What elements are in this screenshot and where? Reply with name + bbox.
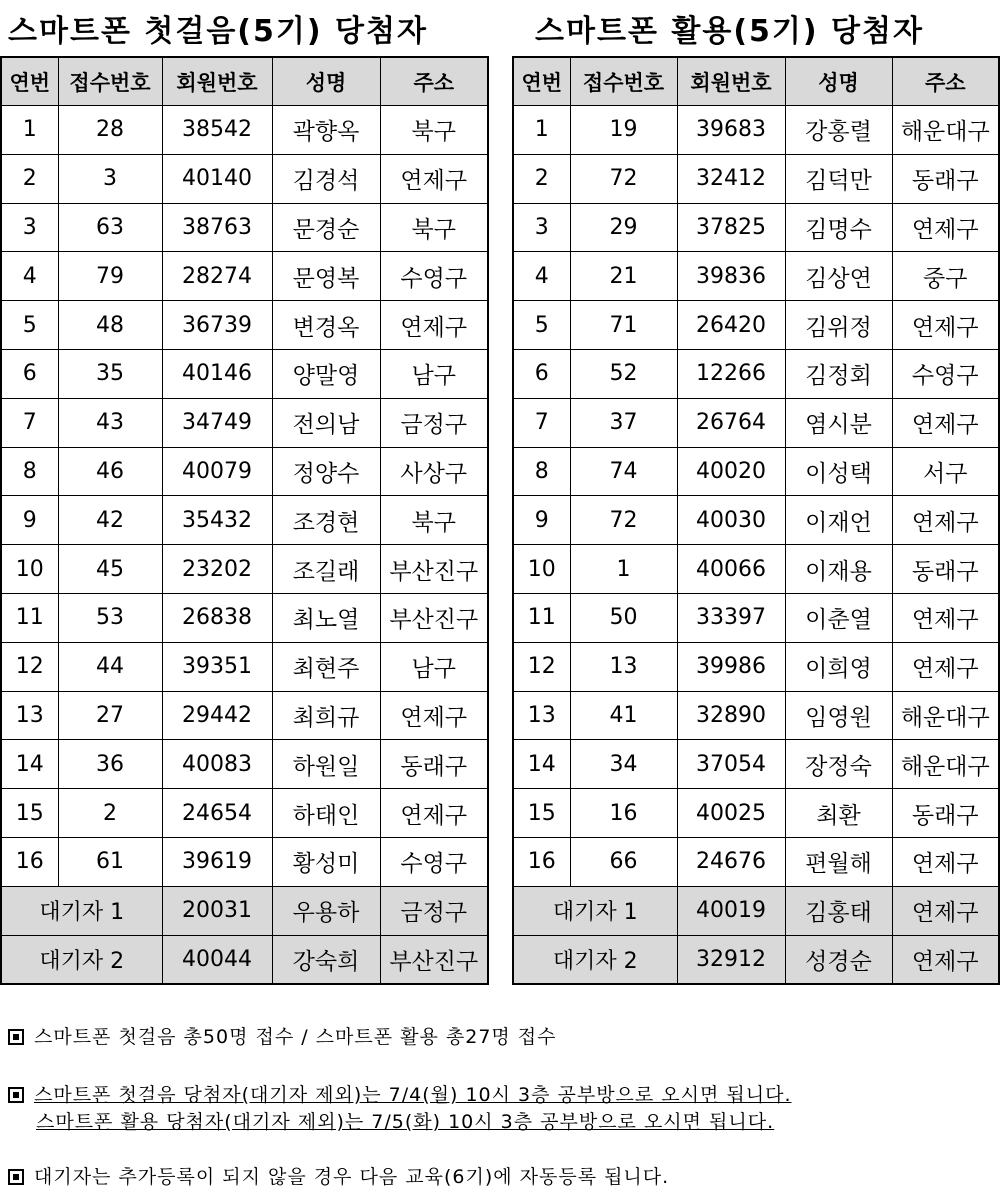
table-row	[513, 496, 999, 545]
col-name-cell: 전의남	[272, 398, 380, 447]
col-name-cell: 우용하	[272, 886, 380, 935]
col-receipt-no-cell: 28	[58, 106, 162, 155]
col-receipt-no-cell: 48	[58, 301, 162, 350]
col-index-cell: 8	[1, 447, 58, 496]
col-name-cell: 이성택	[785, 447, 892, 496]
col-index-cell: 9	[513, 496, 570, 545]
waitlist-row	[1, 935, 488, 984]
table-row	[1, 496, 488, 545]
col-name-cell: 임영원	[785, 691, 892, 740]
col-address-cell: 부산진구	[380, 593, 488, 642]
col-index-cell: 13	[513, 691, 570, 740]
col-address-cell: 연제구	[380, 301, 488, 350]
col-receipt-no-cell: 46	[58, 447, 162, 496]
col-member-no-cell: 40146	[162, 349, 272, 398]
table-row	[513, 740, 999, 789]
col-index-cell: 14	[1, 740, 58, 789]
col-name-cell: 곽향옥	[272, 106, 380, 155]
col-address-cell: 북구	[380, 203, 488, 252]
note-waitlist	[8, 1162, 669, 1189]
col-member-no-cell: 35432	[162, 496, 272, 545]
col-address-cell: 연제구	[892, 398, 999, 447]
col-name-cell: 양말영	[272, 349, 380, 398]
col-member-no-cell: 29442	[162, 691, 272, 740]
col-index-cell: 15	[1, 789, 58, 838]
col-member-no-cell: 40019	[677, 886, 785, 935]
col-receipt-no-cell: 29	[570, 203, 677, 252]
col-receipt-no-cell: 74	[570, 447, 677, 496]
square-bullet-icon	[8, 1169, 24, 1185]
table-row	[1, 691, 488, 740]
col-address-cell: 금정구	[380, 886, 488, 935]
col-member-no-cell: 40030	[677, 496, 785, 545]
table-row	[1, 203, 488, 252]
col-name-cell: 하태인	[272, 789, 380, 838]
table-header-row	[1, 57, 488, 106]
col-index-cell: 16	[1, 837, 58, 886]
col-receipt-no-cell: 41	[570, 691, 677, 740]
col-name-cell: 장정숙	[785, 740, 892, 789]
col-name-cell: 김정회	[785, 349, 892, 398]
col-name-cell: 최환	[785, 789, 892, 838]
note-text: 스마트폰 활용 당첨자(대기자 제외)는 7/5(화) 10시 3층 공부방으로 오시면 됩니다.	[36, 1111, 775, 1133]
col-name-cell: 문영복	[272, 252, 380, 301]
col-address-cell: 남구	[380, 642, 488, 691]
col-index-cell: 5	[513, 301, 570, 350]
table-row	[513, 545, 999, 594]
col-address-cell: 해운대구	[892, 691, 999, 740]
left-table-title: 스마트폰 첫걸음(5기) 당첨자	[8, 14, 428, 49]
waitlist-row	[513, 886, 999, 935]
table-row	[513, 203, 999, 252]
col-name-cell: 최노열	[272, 593, 380, 642]
note-text: 대기자는 추가등록이 되지 않을 경우 다음 교육(6기)에 자동등록 됩니다.	[34, 1166, 670, 1188]
col-name-cell: 최현주	[272, 642, 380, 691]
col-index-cell: 6	[1, 349, 58, 398]
col-name-cell: 강홍렬	[785, 106, 892, 155]
col-address-cell: 북구	[380, 106, 488, 155]
col-member-no-cell: 20031	[162, 886, 272, 935]
col-member-no-cell: 40020	[677, 447, 785, 496]
col-member-no-cell: 34749	[162, 398, 272, 447]
col-member-no-cell: 40079	[162, 447, 272, 496]
note-schedule	[8, 1080, 792, 1107]
col-name-cell: 변경옥	[272, 301, 380, 350]
waitlist-label-cell: 대기자 1	[1, 886, 162, 935]
col-receipt-no-cell: 52	[570, 349, 677, 398]
table-row	[513, 837, 999, 886]
col-name-cell: 염시분	[785, 398, 892, 447]
col-receipt-no-header: 접수번호	[570, 57, 677, 106]
col-receipt-no-cell: 71	[570, 301, 677, 350]
col-member-no-cell: 39836	[677, 252, 785, 301]
col-member-no-cell: 26420	[677, 301, 785, 350]
col-receipt-no-cell: 43	[58, 398, 162, 447]
col-index-cell: 4	[1, 252, 58, 301]
col-member-no-cell: 24676	[677, 837, 785, 886]
col-receipt-no-cell: 19	[570, 106, 677, 155]
col-receipt-no-cell: 2	[58, 789, 162, 838]
col-index-cell: 2	[513, 154, 570, 203]
col-receipt-no-cell: 37	[570, 398, 677, 447]
col-receipt-no-cell: 72	[570, 496, 677, 545]
col-address-cell: 동래구	[892, 545, 999, 594]
col-address-cell: 연제구	[892, 203, 999, 252]
col-receipt-no-cell: 27	[58, 691, 162, 740]
col-name-cell: 편월해	[785, 837, 892, 886]
col-receipt-no-cell: 50	[570, 593, 677, 642]
col-address-cell: 동래구	[892, 789, 999, 838]
col-index-header: 연번	[513, 57, 570, 106]
col-index-cell: 3	[1, 203, 58, 252]
col-address-header: 주소	[892, 57, 999, 106]
col-receipt-no-cell: 79	[58, 252, 162, 301]
note-text: 스마트폰 첫걸음 당첨자(대기자 제외)는 7/4(월) 10시 3층 공부방으로 오시면 됩니다.	[34, 1084, 792, 1106]
col-address-cell: 연제구	[892, 642, 999, 691]
col-address-cell: 해운대구	[892, 740, 999, 789]
table-row	[1, 301, 488, 350]
col-index-header: 연번	[1, 57, 58, 106]
col-member-no-cell: 38763	[162, 203, 272, 252]
col-index-cell: 10	[513, 545, 570, 594]
col-member-no-cell: 39986	[677, 642, 785, 691]
col-member-no-cell: 33397	[677, 593, 785, 642]
col-name-cell: 이재언	[785, 496, 892, 545]
col-address-cell: 연제구	[892, 837, 999, 886]
note-schedule-line2	[36, 1107, 774, 1134]
col-address-cell: 해운대구	[892, 106, 999, 155]
col-address-cell: 북구	[380, 496, 488, 545]
col-index-cell: 10	[1, 545, 58, 594]
col-member-no-cell: 38542	[162, 106, 272, 155]
table-row	[1, 398, 488, 447]
col-index-cell: 1	[1, 106, 58, 155]
col-member-no-cell: 23202	[162, 545, 272, 594]
col-name-cell: 최희규	[272, 691, 380, 740]
table-row	[513, 691, 999, 740]
col-name-cell: 김위정	[785, 301, 892, 350]
col-index-cell: 2	[1, 154, 58, 203]
col-receipt-no-cell: 34	[570, 740, 677, 789]
col-receipt-no-cell: 45	[58, 545, 162, 594]
table-row	[1, 252, 488, 301]
table-row	[1, 740, 488, 789]
table-row	[513, 398, 999, 447]
col-address-cell: 연제구	[892, 935, 999, 984]
col-member-no-cell: 40083	[162, 740, 272, 789]
col-address-cell: 금정구	[380, 398, 488, 447]
table-row	[1, 154, 488, 203]
col-index-cell: 15	[513, 789, 570, 838]
col-index-cell: 7	[513, 398, 570, 447]
col-member-no-cell: 24654	[162, 789, 272, 838]
table-row	[1, 837, 488, 886]
col-receipt-no-cell: 72	[570, 154, 677, 203]
col-address-cell: 중구	[892, 252, 999, 301]
col-member-no-cell: 32412	[677, 154, 785, 203]
table-row	[1, 106, 488, 155]
col-address-cell: 연제구	[380, 691, 488, 740]
col-name-cell: 문경순	[272, 203, 380, 252]
table-row	[513, 593, 999, 642]
col-member-no-cell: 39351	[162, 642, 272, 691]
col-address-cell: 부산진구	[380, 935, 488, 984]
col-index-cell: 8	[513, 447, 570, 496]
col-address-cell: 연제구	[892, 593, 999, 642]
col-receipt-no-header: 접수번호	[58, 57, 162, 106]
col-name-cell: 하원일	[272, 740, 380, 789]
col-address-cell: 연제구	[892, 301, 999, 350]
col-member-no-cell: 39619	[162, 837, 272, 886]
note-text: 스마트폰 첫걸음 총50명 접수 / 스마트폰 활용 총27명 접수	[34, 1026, 557, 1048]
col-receipt-no-cell: 63	[58, 203, 162, 252]
col-index-cell: 1	[513, 106, 570, 155]
table-row	[513, 301, 999, 350]
left-winners-table	[0, 56, 489, 985]
table-row	[1, 642, 488, 691]
col-member-no-cell: 40044	[162, 935, 272, 984]
col-receipt-no-cell: 53	[58, 593, 162, 642]
table-row	[513, 789, 999, 838]
col-name-cell: 조경현	[272, 496, 380, 545]
table-row	[1, 789, 488, 838]
col-receipt-no-cell: 42	[58, 496, 162, 545]
col-index-cell: 16	[513, 837, 570, 886]
col-name-cell: 이희영	[785, 642, 892, 691]
col-name-cell: 성경순	[785, 935, 892, 984]
col-receipt-no-cell: 61	[58, 837, 162, 886]
table-row	[513, 447, 999, 496]
col-receipt-no-cell: 36	[58, 740, 162, 789]
waitlist-row	[1, 886, 488, 935]
col-member-no-header: 회원번호	[677, 57, 785, 106]
col-member-no-cell: 40066	[677, 545, 785, 594]
col-receipt-no-cell: 35	[58, 349, 162, 398]
col-member-no-cell: 36739	[162, 301, 272, 350]
col-receipt-no-cell: 21	[570, 252, 677, 301]
col-name-cell: 김명수	[785, 203, 892, 252]
col-receipt-no-cell: 13	[570, 642, 677, 691]
right-winners-table	[512, 56, 1000, 985]
col-address-cell: 수영구	[380, 837, 488, 886]
waitlist-label-cell: 대기자 1	[513, 886, 677, 935]
col-receipt-no-cell: 66	[570, 837, 677, 886]
col-address-cell: 동래구	[892, 154, 999, 203]
col-index-cell: 11	[1, 593, 58, 642]
col-name-cell: 조길래	[272, 545, 380, 594]
col-index-cell: 3	[513, 203, 570, 252]
col-index-cell: 4	[513, 252, 570, 301]
col-name-cell: 황성미	[272, 837, 380, 886]
col-receipt-no-cell: 16	[570, 789, 677, 838]
col-member-no-cell: 26764	[677, 398, 785, 447]
col-receipt-no-cell: 3	[58, 154, 162, 203]
col-name-cell: 김덕만	[785, 154, 892, 203]
col-member-no-cell: 32912	[677, 935, 785, 984]
table-row	[513, 154, 999, 203]
col-member-no-cell: 28274	[162, 252, 272, 301]
square-bullet-icon	[8, 1087, 24, 1103]
table-row	[1, 349, 488, 398]
col-address-header: 주소	[380, 57, 488, 106]
col-member-no-header: 회원번호	[162, 57, 272, 106]
note-registration-count	[8, 1022, 557, 1049]
col-index-cell: 14	[513, 740, 570, 789]
col-receipt-no-cell: 44	[58, 642, 162, 691]
col-index-cell: 7	[1, 398, 58, 447]
table-header-row	[513, 57, 999, 106]
col-index-cell: 12	[1, 642, 58, 691]
col-index-cell: 11	[513, 593, 570, 642]
col-receipt-no-cell: 1	[570, 545, 677, 594]
table-row	[1, 593, 488, 642]
col-member-no-cell: 39683	[677, 106, 785, 155]
col-member-no-cell: 26838	[162, 593, 272, 642]
col-name-cell: 강숙희	[272, 935, 380, 984]
col-address-cell: 수영구	[380, 252, 488, 301]
col-member-no-cell: 37825	[677, 203, 785, 252]
col-name-cell: 정양수	[272, 447, 380, 496]
table-row	[513, 349, 999, 398]
col-name-cell: 김경석	[272, 154, 380, 203]
col-index-cell: 5	[1, 301, 58, 350]
col-member-no-cell: 12266	[677, 349, 785, 398]
col-member-no-cell: 40140	[162, 154, 272, 203]
table-row	[513, 106, 999, 155]
col-member-no-cell: 40025	[677, 789, 785, 838]
right-table-title: 스마트폰 활용(5기) 당첨자	[535, 14, 924, 49]
col-address-cell: 연제구	[892, 496, 999, 545]
col-address-cell: 부산진구	[380, 545, 488, 594]
col-index-cell: 9	[1, 496, 58, 545]
col-index-cell: 13	[1, 691, 58, 740]
col-index-cell: 12	[513, 642, 570, 691]
square-bullet-icon	[8, 1029, 24, 1045]
col-index-cell: 6	[513, 349, 570, 398]
waitlist-label-cell: 대기자 2	[1, 935, 162, 984]
col-name-cell: 김상연	[785, 252, 892, 301]
col-member-no-cell: 37054	[677, 740, 785, 789]
waitlist-label-cell: 대기자 2	[513, 935, 677, 984]
col-member-no-cell: 32890	[677, 691, 785, 740]
col-address-cell: 수영구	[892, 349, 999, 398]
col-address-cell: 연제구	[380, 789, 488, 838]
col-name-cell: 이춘열	[785, 593, 892, 642]
col-name-header: 성명	[785, 57, 892, 106]
col-address-cell: 연제구	[380, 154, 488, 203]
col-name-header: 성명	[272, 57, 380, 106]
col-address-cell: 남구	[380, 349, 488, 398]
waitlist-row	[513, 935, 999, 984]
table-row	[513, 252, 999, 301]
col-address-cell: 동래구	[380, 740, 488, 789]
col-address-cell: 연제구	[892, 886, 999, 935]
col-address-cell: 서구	[892, 447, 999, 496]
col-name-cell: 이재용	[785, 545, 892, 594]
table-row	[513, 642, 999, 691]
table-row	[1, 447, 488, 496]
col-address-cell: 사상구	[380, 447, 488, 496]
table-row	[1, 545, 488, 594]
col-name-cell: 김홍태	[785, 886, 892, 935]
